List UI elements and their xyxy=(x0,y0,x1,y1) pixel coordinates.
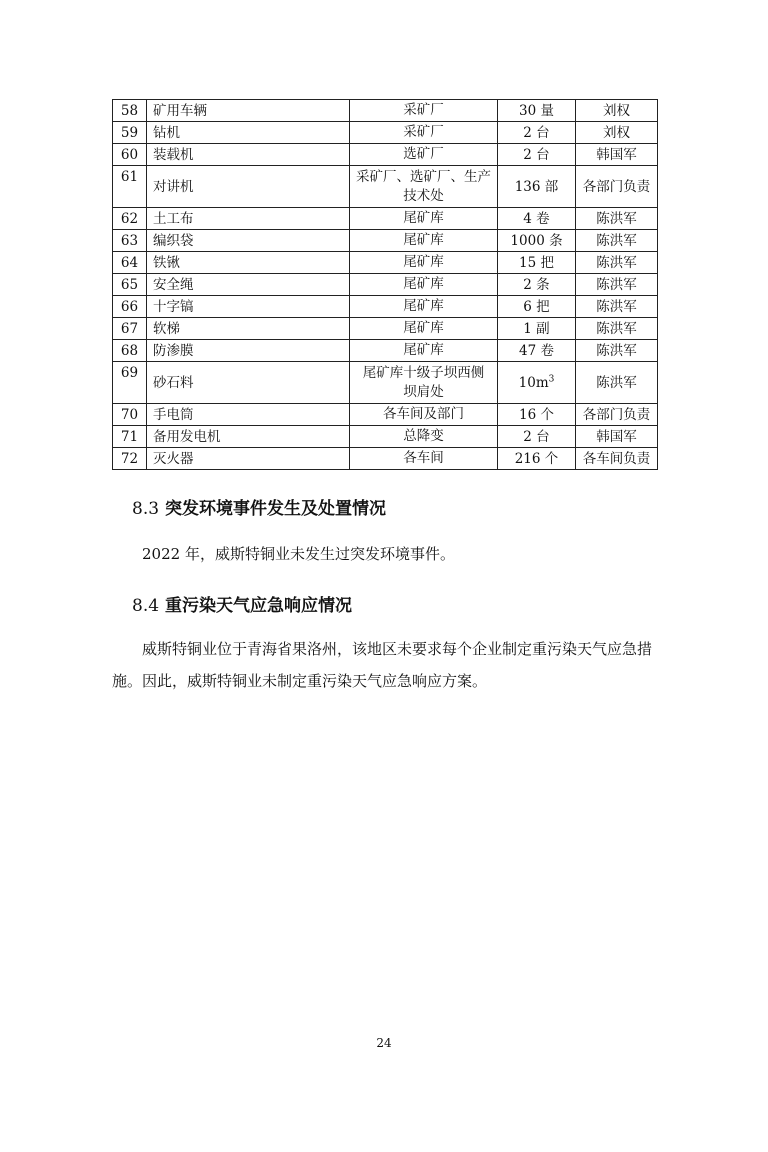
quantity-cell xyxy=(498,318,576,340)
quantity-cell xyxy=(498,448,576,470)
location-cell xyxy=(350,296,498,318)
quantity-value: 30 量 xyxy=(519,102,554,119)
location-cell xyxy=(350,208,498,230)
quantity-cell xyxy=(498,122,576,144)
owner-cell: 韩国军 xyxy=(576,144,658,166)
quantity-cell xyxy=(498,166,576,208)
table-row xyxy=(113,230,658,252)
item-name-cell: 防渗膜 xyxy=(147,340,350,362)
table-row xyxy=(113,122,658,144)
owner-cell: 刘权 xyxy=(576,100,658,122)
owner-cell: 韩国军 xyxy=(576,426,658,448)
row-number-cell: 68 xyxy=(113,340,147,362)
table-row xyxy=(113,252,658,274)
quantity-cell xyxy=(498,362,576,404)
quantity-superscript: 3 xyxy=(548,374,555,384)
location-line: 各车间 xyxy=(403,450,444,466)
location-line: 各车间及部门 xyxy=(383,406,464,422)
row-number-cell: 63 xyxy=(113,230,147,252)
item-name-cell: 装载机 xyxy=(147,144,350,166)
location-cell xyxy=(350,426,498,448)
table-row xyxy=(113,208,658,230)
item-name-cell: 手电筒 xyxy=(147,404,350,426)
section-8-3-title: 突发环境事件发生及处置情况 xyxy=(165,499,387,519)
quantity-value: 47 卷 xyxy=(519,342,554,359)
table-row xyxy=(113,100,658,122)
location-cell xyxy=(350,362,498,404)
quantity-cell xyxy=(498,208,576,230)
location-cell xyxy=(350,274,498,296)
location-cell xyxy=(350,166,498,208)
item-name-cell: 安全绳 xyxy=(147,274,350,296)
location-cell xyxy=(350,340,498,362)
owner-cell: 各车间负责 xyxy=(576,448,658,470)
location-line: 尾矿库 xyxy=(403,320,444,336)
location-line: 采矿厂 xyxy=(403,102,444,118)
location-cell xyxy=(350,448,498,470)
quantity-cell xyxy=(498,296,576,318)
quantity-value: 4 卷 xyxy=(523,210,550,227)
section-8-4-heading xyxy=(132,591,352,616)
section-8-3-heading xyxy=(132,494,386,519)
quantity-cell xyxy=(498,230,576,252)
owner-cell: 陈洪军 xyxy=(576,362,658,404)
location-line: 坝肩处 xyxy=(403,383,444,400)
location-cell xyxy=(350,100,498,122)
row-number-cell: 58 xyxy=(113,100,147,122)
section-8-3-number: 8.3 xyxy=(132,499,160,519)
quantity-value: 2 台 xyxy=(523,124,550,141)
item-name-cell: 钻机 xyxy=(147,122,350,144)
table-row xyxy=(113,274,658,296)
section-8-4-number: 8.4 xyxy=(132,596,160,616)
location-line: 尾矿库 xyxy=(403,254,444,270)
equipment-table-body xyxy=(113,100,658,470)
location-cell xyxy=(350,252,498,274)
quantity-cell xyxy=(498,340,576,362)
table-row xyxy=(113,296,658,318)
location-cell xyxy=(350,122,498,144)
table-row xyxy=(113,340,658,362)
item-name-cell: 对讲机 xyxy=(147,166,350,208)
location-line: 尾矿库 xyxy=(403,342,444,358)
item-name-cell: 灭火器 xyxy=(147,448,350,470)
table-row xyxy=(113,404,658,426)
item-name-cell: 土工布 xyxy=(147,208,350,230)
quantity-cell xyxy=(498,144,576,166)
table-row xyxy=(113,144,658,166)
location-line: 尾矿库 xyxy=(403,298,444,314)
page-number: 24 xyxy=(376,1036,392,1050)
owner-cell: 陈洪军 xyxy=(576,296,658,318)
location-line: 技术处 xyxy=(403,187,444,204)
location-line: 尾矿库 xyxy=(403,276,444,292)
item-name-cell: 铁锹 xyxy=(147,252,350,274)
quantity-value: 2 台 xyxy=(523,428,550,445)
row-number-cell: 70 xyxy=(113,404,147,426)
quantity-value: 216 个 xyxy=(514,450,559,467)
quantity-cell xyxy=(498,426,576,448)
section-8-4-title: 重污染天气应急响应情况 xyxy=(165,596,353,616)
owner-cell: 陈洪军 xyxy=(576,208,658,230)
table-row xyxy=(113,166,658,208)
section-8-4-body: 威斯特铜业位于青海省果洛州，该地区未要求每个企业制定重污染天气应急措施。因此，威斯特铜业未制定重污染天气应急响应方案。 xyxy=(112,640,653,690)
owner-cell: 刘权 xyxy=(576,122,658,144)
location-cell xyxy=(350,404,498,426)
quantity-value: 15 把 xyxy=(519,254,554,271)
owner-cell: 各部门负责 xyxy=(576,404,658,426)
quantity-value: 16 个 xyxy=(519,406,554,423)
quantity-value: 10m xyxy=(518,374,549,391)
table-row xyxy=(113,362,658,404)
row-number-cell: 59 xyxy=(113,122,147,144)
quantity-value: 1 副 xyxy=(523,320,550,337)
item-name-cell: 十字镐 xyxy=(147,296,350,318)
row-number-cell: 72 xyxy=(113,448,147,470)
location-line: 采矿厂、选矿厂、生产 xyxy=(356,168,491,185)
quantity-value: 1000 条 xyxy=(510,232,563,249)
location-line: 选矿厂 xyxy=(403,146,444,162)
row-number-cell: 61 xyxy=(113,166,147,208)
location-line: 尾矿库十级子坝西侧 xyxy=(362,364,485,381)
equipment-table-container xyxy=(112,99,657,470)
quantity-cell xyxy=(498,100,576,122)
quantity-value: 136 部 xyxy=(514,178,559,195)
quantity-value: 2 台 xyxy=(523,146,550,163)
owner-cell: 陈洪军 xyxy=(576,274,658,296)
item-name-cell: 矿用车辆 xyxy=(147,100,350,122)
row-number-cell: 71 xyxy=(113,426,147,448)
owner-cell: 陈洪军 xyxy=(576,318,658,340)
row-number-cell: 67 xyxy=(113,318,147,340)
row-number-cell: 64 xyxy=(113,252,147,274)
quantity-cell xyxy=(498,252,576,274)
table-row xyxy=(113,448,658,470)
location-line: 尾矿库 xyxy=(403,210,444,226)
row-number-cell: 66 xyxy=(113,296,147,318)
item-name-cell: 软梯 xyxy=(147,318,350,340)
table-row xyxy=(113,426,658,448)
quantity-value: 6 把 xyxy=(523,298,550,315)
table-row xyxy=(113,318,658,340)
location-line: 尾矿库 xyxy=(403,232,444,248)
item-name-cell: 备用发电机 xyxy=(147,426,350,448)
quantity-value: 2 条 xyxy=(523,276,550,293)
row-number-cell: 69 xyxy=(113,362,147,404)
location-cell xyxy=(350,144,498,166)
owner-cell: 陈洪军 xyxy=(576,252,658,274)
location-line: 采矿厂 xyxy=(403,124,444,140)
quantity-cell xyxy=(498,404,576,426)
equipment-table xyxy=(112,99,658,470)
location-cell xyxy=(350,230,498,252)
section-8-3-body: 2022 年，威斯特铜业未发生过突发环境事件。 xyxy=(142,545,455,563)
row-number-cell: 65 xyxy=(113,274,147,296)
owner-cell: 陈洪军 xyxy=(576,340,658,362)
row-number-cell: 62 xyxy=(113,208,147,230)
location-line: 总降变 xyxy=(403,428,444,444)
row-number-cell: 60 xyxy=(113,144,147,166)
location-cell xyxy=(350,318,498,340)
item-name-cell: 砂石料 xyxy=(147,362,350,404)
owner-cell: 陈洪军 xyxy=(576,230,658,252)
owner-cell: 各部门负责 xyxy=(576,166,658,208)
item-name-cell: 编织袋 xyxy=(147,230,350,252)
quantity-cell xyxy=(498,274,576,296)
